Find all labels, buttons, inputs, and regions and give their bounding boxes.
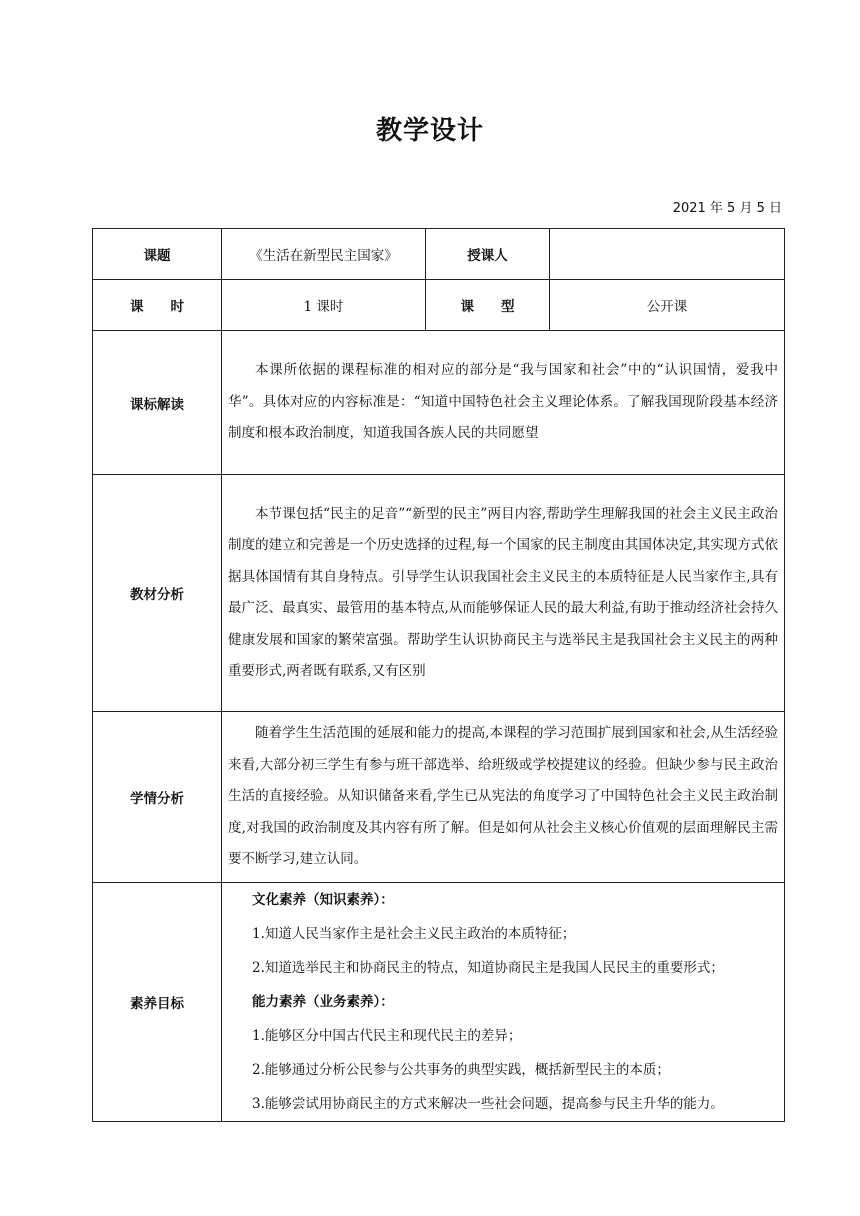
topic-label: 课题	[93, 229, 222, 280]
students-cell	[222, 712, 785, 883]
textbook-cell	[222, 475, 785, 712]
goals-cell	[222, 883, 785, 1122]
goals-item: 2.能够通过分析公民参与公共事务的典型实践，概括新型民主的本质；	[252, 1062, 670, 1078]
textbook-text: 本节课包括“民主的足音”“新型的民主”两目内容,帮助学生理解我国的社会主义民主政治制度的建立和完善是一个历史选择的过程,每一个国家的民主制度由其国体决定,其实现方式依据具体国情有其自身特点。引导学生认识我国社会主义民主的本质特征是人民当家作主,具有最广泛、最真实、最管用的基本特点,从而能够保证人民的最大利益,有助于推动经济社会持久健康发展和国家的繁荣富强。帮助学生认识协商民主与选举民主是我国社会主义民主的两种重要形式,两者既有联系,又有区别	[228, 505, 778, 679]
goals-row	[93, 883, 785, 1122]
students-label: 学情分析	[93, 712, 222, 883]
teacher-value	[550, 229, 785, 280]
goals-heading-ability: 能力素养（业务素养）：	[252, 994, 394, 1010]
standards-label: 课标解读	[93, 331, 222, 475]
standards-row	[93, 331, 785, 475]
date-line: 2021 年 5 月 5 日	[672, 201, 782, 216]
standards-cell	[222, 331, 785, 475]
type-label: 课 型	[426, 280, 550, 331]
goals-heading-knowledge: 文化素养（知识素养）：	[252, 892, 394, 908]
page-title: 教学设计	[375, 116, 484, 146]
students-row	[93, 712, 785, 883]
topic-row	[93, 229, 785, 280]
goals-item: 1.知道人民当家作主是社会主义民主政治的本质特征；	[252, 926, 576, 942]
students-text: 随着学生生活范围的延展和能力的提高,本课程的学习范围扩展到国家和社会,从生活经验来看,大部分初三学生有参与班干部选举、给班级或学校提建议的经验。但缺少参与民主政治生活的直接经验。从知识储备来看,学生已从宪法的角度学习了中国特色社会主义民主政治制度,对我国的政治制度及其内容有所了解。但是如何从社会主义核心价值观的层面理解民主需要不断学习,建立认同。	[228, 725, 778, 868]
hours-value: 1 课时	[222, 280, 426, 331]
textbook-label: 教材分析	[93, 475, 222, 712]
standards-text: 本课所依据的课程标准的相对应的部分是“我与国家和社会”中的“认识国情，爱我中华”。具体对应的内容标准是：“知道中国特色社会主义理论体系。了解我国现阶段基本经济制度和根本政治制度，知道我国各族人民的共同愿望	[228, 362, 778, 442]
goals-label: 素养目标	[93, 883, 222, 1122]
hours-row	[93, 280, 785, 331]
goals-item: 3.能够尝试用协商民主的方式来解决一些社会问题，提高参与民主升华的能力。	[252, 1096, 724, 1112]
topic-value: 《生活在新型民主国家》	[222, 229, 426, 280]
type-value: 公开课	[550, 280, 785, 331]
hours-label: 课 时	[93, 280, 222, 331]
goals-item: 2.知道选举民主和协商民主的特点，知道协商民主是我国人民民主的重要形式；	[252, 960, 724, 976]
teacher-label: 授课人	[426, 229, 550, 280]
goals-item: 1.能够区分中国古代民主和现代民主的差异；	[252, 1028, 522, 1044]
lesson-plan-table	[92, 228, 785, 1122]
textbook-row	[93, 475, 785, 712]
